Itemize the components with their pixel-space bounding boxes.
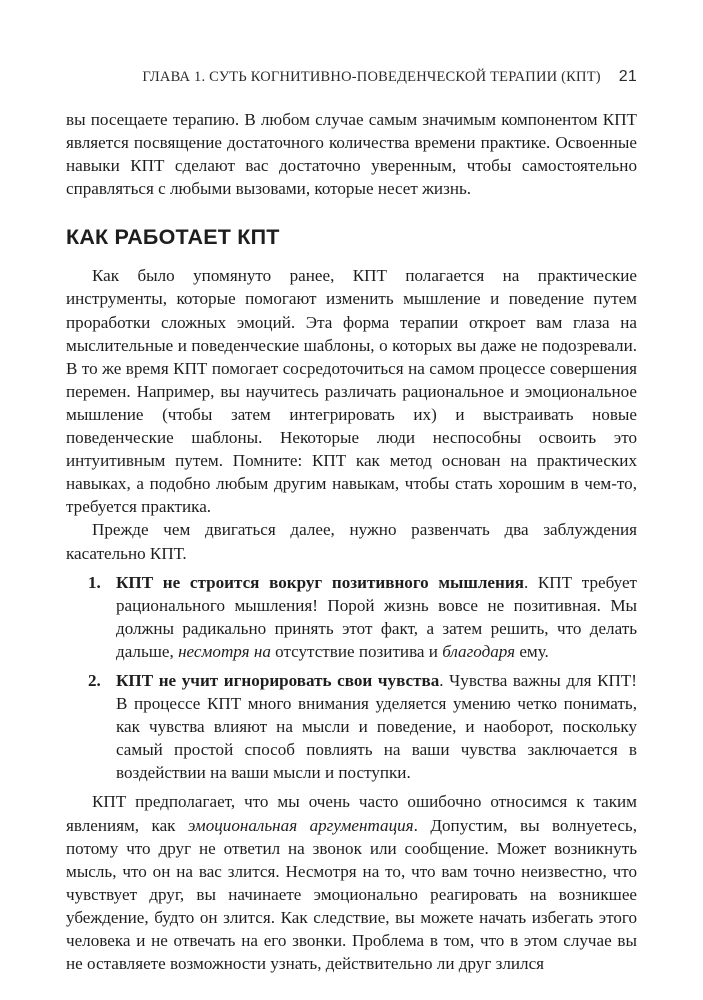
paragraph-text: . Допустим, вы волнуетесь, потому что друг не ответил на звонок или сообщение. Может возникнуть мысль, что он на вас злится. Несмотря на то, что вам точно неизвестно, что чувствует друг, вы начинаете эмоционально реагировать на возникшее убеждение, будто он злится. Как следствие, вы можете начать избегать этого человека и не отвечать на его звонки. Проблема в том, что в этом случае вы не оставляете возможности узнать, действительно ли друг злился [66,815,637,974]
list-item-text: отсутствие позитива и [270,641,443,661]
list-item-text: . Чувства важны для КПТ! В процессе КПТ много внимания уделяется умению четко понимать, как чувства влияют на мысли и поведение, и наоборот, поскольку самый простой способ повлиять на ваши чувства заключается в воздействии на ваши мысли и поступки. [116,670,637,783]
list-item-text: ему. [515,641,549,661]
page-number: 21 [618,68,637,85]
running-header [142,68,637,86]
paragraph-3 [66,790,637,975]
paragraph-1: Как было упомянуто ранее, КПТ полагается на практические инструменты, которые помогают изменить мышление и поведение путем проработки сложных эмоций. Эта форма терапии откроет вам глаза на мыслительные и поведенческие шаблоны, о которых вы даже не подозревали. В то же время КПТ помогает сосредоточиться на самом процессе совершения перемен. Например, вы научитесь различать рациональное и эмоциональное мышление (чтобы затем интегрировать их) и выстраивать новые поведенческие шаблоны. Некоторые люди неспособны освоить это интуитивным путем. Помните: КПТ как метод основан на практических навыках, а подобно любым другим навыкам, чтобы стать хорошим в чем-то, требуется практика. [66,266,637,517]
paragraph-2: Прежде чем двигаться далее, нужно развенчать два заблуждения касательно КПТ. [66,520,637,563]
intro-paragraph: вы посещаете терапию. В любом случае самым значимым компонентом КПТ является посвящение достаточного количества времени практике. Освоенные навыки КПТ сделают вас достаточно уверенным, чтобы самостоятельно справляться с любыми вызовами, которые несет жизнь. [66,110,637,199]
chapter-title: ГЛАВА 1. СУТЬ КОГНИТИВНО-ПОВЕДЕНЧЕСКОЙ ТЕРАПИИ (КПТ) [142,69,601,85]
list-item [66,571,637,663]
misconceptions-list [66,571,637,785]
list-item-italic: благодаря [442,641,516,661]
list-item-number: 1. [88,572,101,592]
list-item-italic: несмотря на [178,641,271,661]
paragraph-text: КПТ предполагает, что мы очень часто ошибочно относимся к таким явлениям, как [66,792,637,835]
list-item-text: . КПТ требует рационального мышления! Порой жизнь вовсе не позитивная. Мы должны радикально принять этот факт, а затем решить, что делать дальше, [116,572,637,661]
list-item-number: 2. [88,670,101,690]
paragraph-italic: эмоциональная аргументация [187,815,414,835]
list-item-bold: КПТ не учит игнорировать свои чувства [116,670,440,690]
list-item [66,669,637,784]
section-heading: КАК РАБОТАЕТ КПТ [66,225,280,250]
body-text [66,108,637,975]
list-item-bold: КПТ не строится вокруг позитивного мышления [116,572,524,592]
